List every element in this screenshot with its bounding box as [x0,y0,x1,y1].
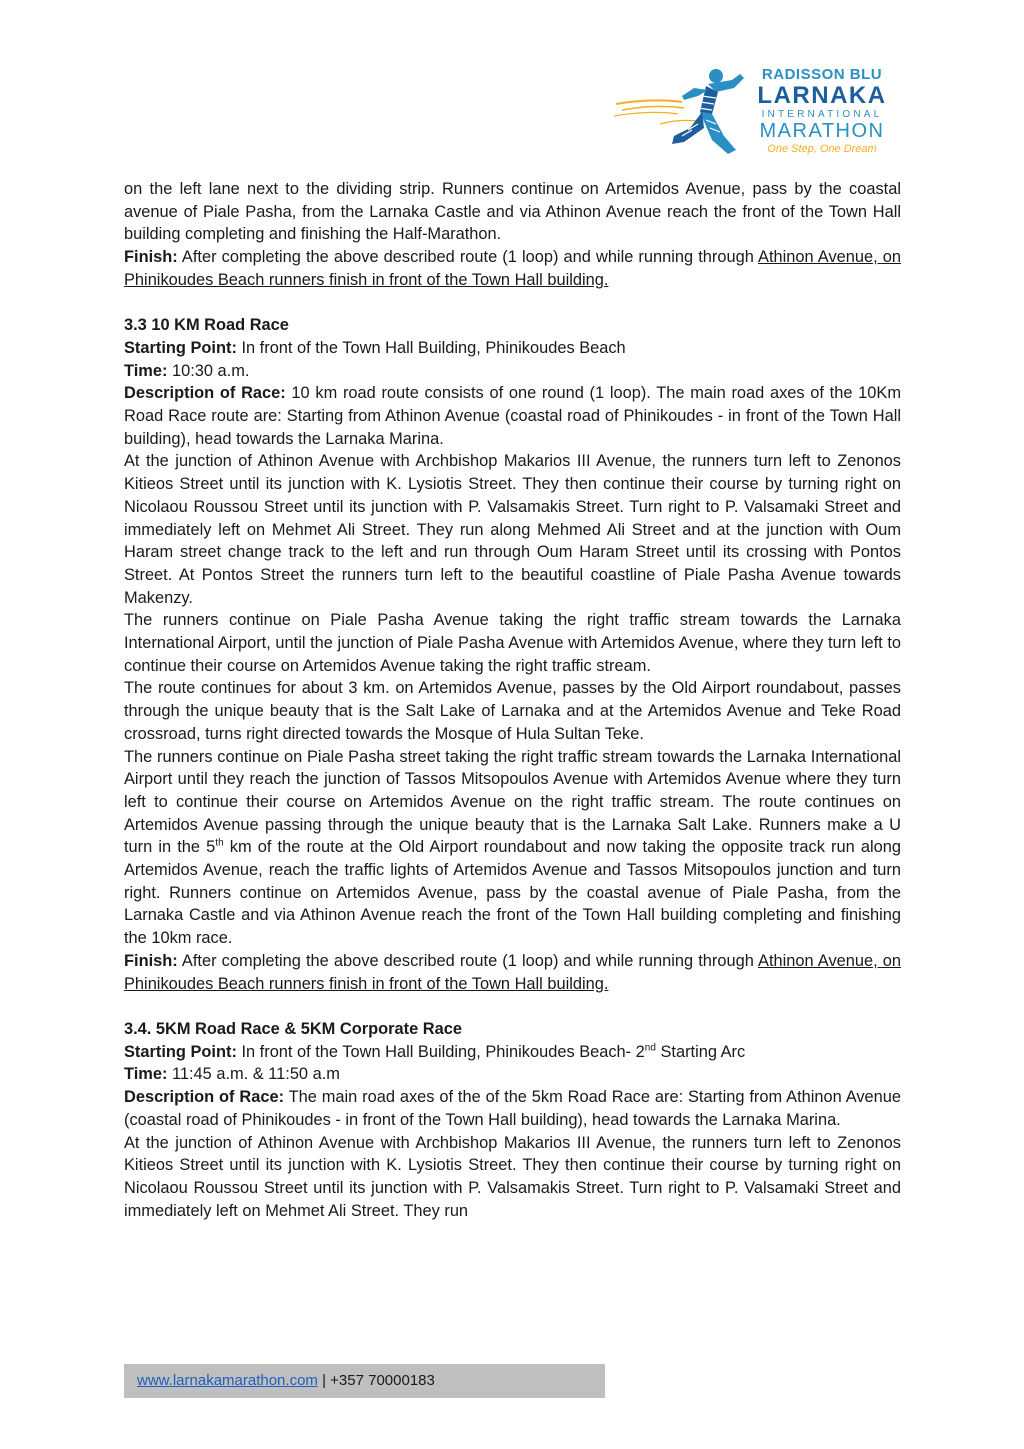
superscript: nd [644,1042,656,1054]
website-link[interactable]: www.larnakamarathon.com [137,1372,318,1389]
starting-point-label: Starting Point: [124,1042,237,1061]
description-text: 10 km road route consists of one round (1 loop). The main road axes of the 10Km Road Race route are: Starting from Athinon Avenue (coastal road of Phinikoudes - in front of the Town Hall building), head towards the Larnaka Marina. [124,384,901,448]
starting-point-text: Starting Arc [655,1042,746,1061]
logo-tagline: One Step, One Dream [767,143,877,155]
description [124,382,901,450]
finish-label: Finish: [124,951,178,970]
section-heading-3-3: 3.3 10 KM Road Race [124,316,289,335]
logo-line-marathon: MARATHON [759,120,885,142]
time-label: Time: [124,1065,168,1084]
time [124,1063,901,1086]
starting-point-text: In front of the Town Hall Building, Phinikoudes Beach- 2 [236,1042,645,1061]
finish-paragraph [124,246,901,291]
starting-point [124,1041,901,1064]
paragraph-text: km of the route at the Old Airport roundabout and now taking the opposite track run along Artemidos Avenue, reach the traffic lights of Artemidos Avenue and Tassos Mitsopoulos junction and turn right. Runners continue on Artemidos Avenue, pass by the coastal avenue of Piale Pasha, from the Larnaka Castle and via Athinon Avenue reach the front of the Town Hall building completing and finishing the 10km race. [124,838,901,948]
footer-separator: | [317,1372,331,1389]
footer-bar [124,1364,605,1398]
marathon-logo [612,62,912,162]
paragraph: The runners continue on Piale Pasha Avenue taking the right traffic stream towards the Larnaka International Airport, until the junction of Piale Pasha Avenue with Artemidos Avenue, where they turn left to continue their course on Artemidos Avenue taking the right traffic stream. [124,611,901,675]
description-label: Description of Race: [124,1088,285,1107]
paragraph [124,746,901,950]
section-heading-3-4: 3.4. 5KM Road Race & 5KM Corporate Race [124,1019,462,1038]
logo-line-international: INTERNATIONAL [761,109,883,120]
starting-point-label: Starting Point: [124,338,237,357]
time-text: 10:30 a.m. [167,361,250,380]
description [124,1086,901,1131]
starting-point-text: In front of the Town Hall Building, Phinikoudes Beach [236,338,626,357]
starting-point [124,337,901,360]
finish-label: Finish: [124,248,178,267]
document-body [124,178,901,1222]
footer-text [137,1372,435,1389]
logo-line-radisson: RADISSON BLU [761,66,883,83]
finish-paragraph [124,950,901,995]
paragraph: on the left lane next to the dividing strip. Runners continue on Artemidos Avenue, pass by the coastal avenue of Piale Pasha, from the Larnaka Castle and via Athinon Avenue reach the front of the Town Hall building completing and finishing the Half-Marathon. [124,180,901,244]
time-text: 11:45 a.m. & 11:50 a.m [167,1065,340,1084]
superscript: th [215,837,224,849]
logo-text [752,66,892,156]
description-label: Description of Race: [124,384,286,403]
description-text: The main road axes of the of the 5km Road Race are: Starting from Athinon Avenue (coastal road of Phinikoudes - in front of the Town Hall building), head towards the Larnaka Marina. [124,1088,901,1129]
logo-line-larnaka: LARNAKA [757,82,887,109]
paragraph: At the junction of Athinon Avenue with Archbishop Makarios III Avenue, the runners turn left to Zenonos Kitieos Street until its junction with K. Lysiotis Street. They then continue their course by turning right on Nicolaou Roussou Street until its junction with P. Valsamakis Street. Turn right to P. Valsamaki Street and immediately left on Mehmet Ali Street. They run [124,1133,901,1220]
finish-underlined-text: Athinon Avenue, on Phinikoudes Beach runners finish in front of the Town Hall building. [124,951,901,993]
time [124,360,901,383]
time-label: Time: [124,361,168,380]
paragraph: The route continues for about 3 km. on Artemidos Avenue, passes by the Old Airport roundabout, passes through the unique beauty that is the Salt Lake of Larnaka and at the Artemidos Avenue and Teke Road crossroad, turns right directed towards the Mosque of Hula Sultan Teke. [124,679,901,743]
finish-text: After completing the above described route (1 loop) and while running through [177,951,759,970]
phone-number: +357 70000183 [330,1372,435,1389]
paragraph: At the junction of Athinon Avenue with Archbishop Makarios III Avenue, the runners turn left to Zenonos Kitieos Street until its junction with K. Lysiotis Street. They then continue their course by turning right on Nicolaou Roussou Street until its junction with P. Valsamakis Street. Turn right to P. Valsamaki Street and immediately left on Mehmet Ali Street. They run along Mehmed Ali Street and at the junction with Oum Haram street change track to the left and run through Oum Haram Street until its crossing with Pontos Street. At Pontos Street the runners turn left to the beautiful coastline of Piale Pasha Avenue towards Makenzy. [124,452,901,607]
paragraph-text: The runners continue on Piale Pasha street taking the right traffic stream towards the Larnaka International Airport until they reach the junction of Tassos Mitsopoulos Avenue with Artemidos Avenue where they turn left to continue their course on Artemidos Avenue on the right traffic stream. The route continues on Artemidos Avenue passing through the unique beauty that is the Larnaka Salt Lake. Runners make a U turn in the 5 [124,747,901,857]
finish-underlined-text: Athinon Avenue, on Phinikoudes Beach runners finish in front of the Town Hall building. [124,248,901,289]
runner-logo-icon [612,62,752,162]
finish-text: After completing the above described route (1 loop) and while running through [177,248,759,267]
